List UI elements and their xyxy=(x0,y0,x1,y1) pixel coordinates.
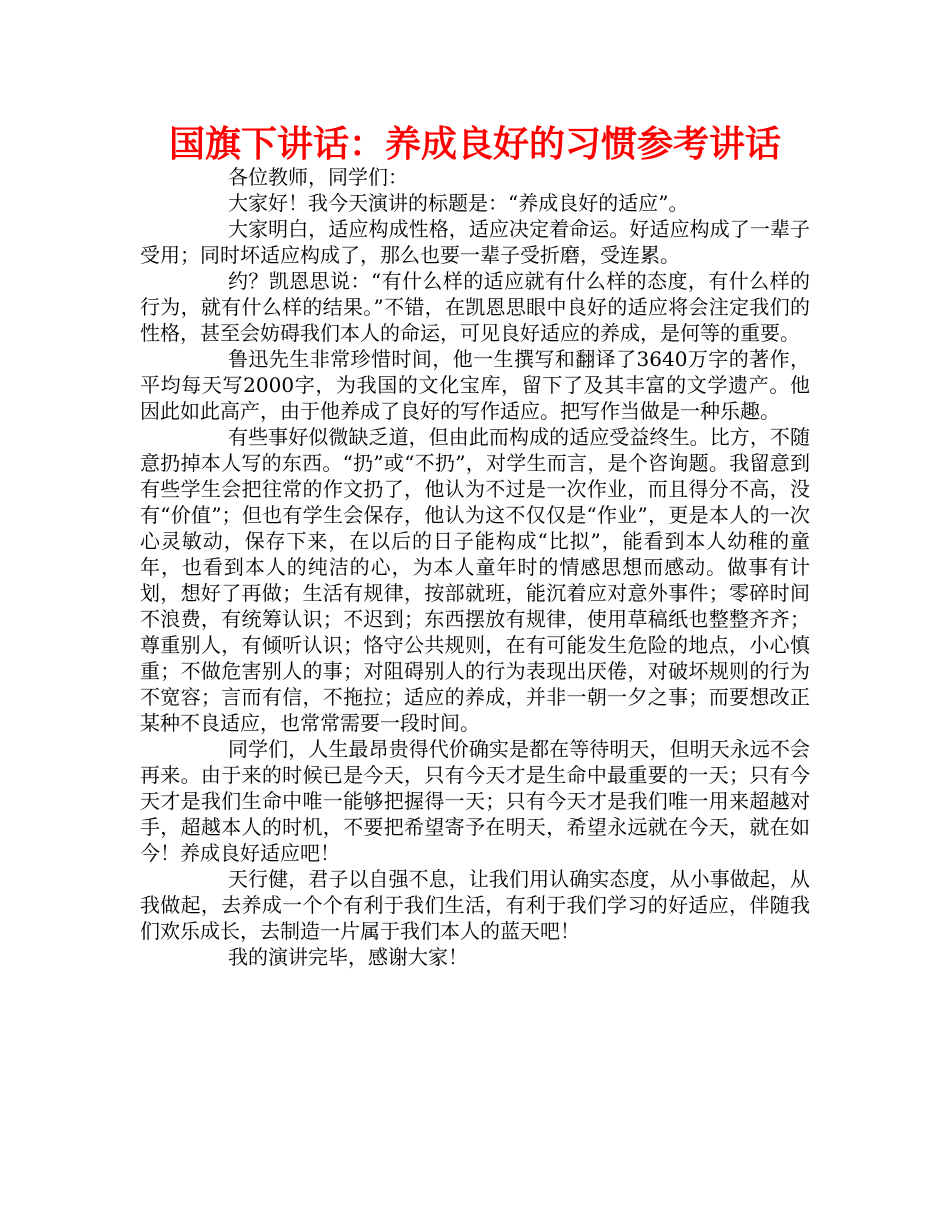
paragraph-closing: 我的演讲完毕，感谢大家！ xyxy=(228,945,468,969)
paragraph-greeting: 各位教师，同学们： xyxy=(228,165,408,189)
paragraph-quote: 约？凯恩思说：“有什么样的适应就有什么样的态度，有什么样的行为，就有什么样的结果。”不错，在凯恩思眼中良好的适应将会注定我们的性格，甚至会妨碍我们本人的命运，可见良好适应的养成，是何等的重要。 xyxy=(140,269,810,345)
paragraph-lu-xun: 鲁迅先生非常珍惜时间，他一生撰写和翻译了3640万字的著作，平均每天写2000字，为我国的文化宝库，留下了及其丰富的文学遗产。他因此如此高产，由于他养成了良好的写作适应。把写作当做是一种乐趣。 xyxy=(140,347,810,423)
paragraph-today: 同学们，人生最昂贵得代价确实是都在等待明天，但明天永远不会再来。由于来的时候已是今天，只有今天才是生命中最重要的一天；只有今天才是我们生命中唯一能够把握得一天；只有今天才是我们唯一用来超越对手，超越本人的时机，不要把希望寄予在明天，希望永远就在今天，就在如今！养成良好适应吧！ xyxy=(140,737,810,865)
document-title: 国旗下讲话：养成良好的习惯参考讲话 xyxy=(168,124,781,165)
paragraph-habit-character: 大家明白，适应构成性格，适应决定着命运。好适应构成了一辈子受用；同时坏适应构成了，那么也要一辈子受折磨，受连累。 xyxy=(140,217,810,267)
paragraph-exhortation: 天行健，君子以自强不息，让我们用认确实态度，从小事做起，从我做起，去养成一个个有利于我们生活，有利于我们学习的好适应，伴随我们欢乐成长，去制造一片属于我们本人的蓝天吧！ xyxy=(140,867,810,943)
document-body xyxy=(140,164,810,970)
paragraph-examples: 有些事好似微缺乏道，但由此而构成的适应受益终生。比方，不随意扔掉本人写的东西。“扔”或“不扔”，对学生而言，是个咨询题。我留意到有些学生会把往常的作文扔了，他认为不过是一次作业，而且得分不高，没有“价值”；但也有学生会保存，他认为这不仅仅是“作业”，更是本人的一次心灵敏动，保存下来，在以后的日子能构成“比拟”，能看到本人幼稚的童年，也看到本人的纯洁的心，为本人童年时的情感思想而感动。做事有计划，想好了再做；生活有规律，按部就班，能沉着应对意外事件；零碎时间不浪费，有统筹认识；不迟到；东西摆放有规律，使用草稿纸也整整齐齐；尊重别人，有倾听认识；恪守公共规则，在有可能发生危险的地点，小心慎重；不做危害别人的事；对阻碍别人的行为表现出厌倦，对破坏规则的行为不宽容；言而有信，不拖拉；适应的养成，并非一朝一夕之事；而要想改正某种不良适应，也常常需要一段时间。 xyxy=(140,425,810,735)
paragraph-opening: 大家好！我今天演讲的标题是：“养成良好的适应”。 xyxy=(228,191,689,215)
